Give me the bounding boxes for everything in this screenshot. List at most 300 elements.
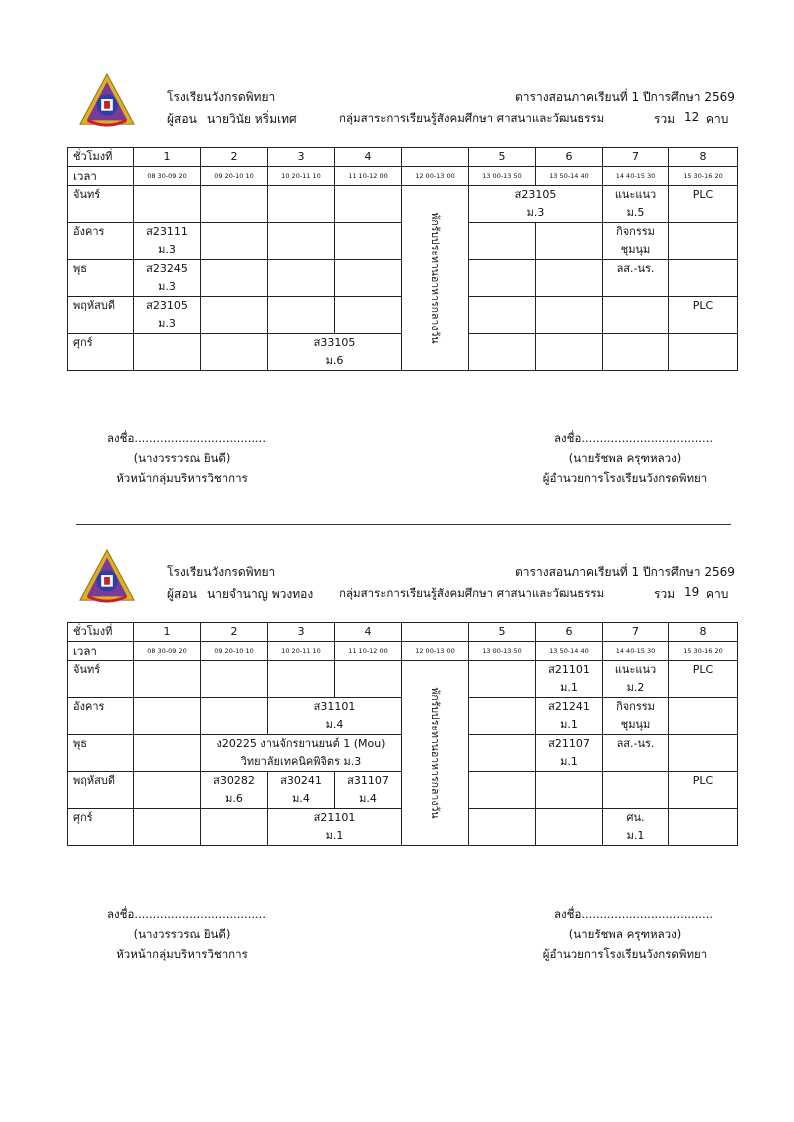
- schedule-cell: [268, 260, 335, 297]
- class-code: [335, 186, 401, 204]
- schedule-cell: [669, 735, 738, 772]
- schedule-cell: [603, 772, 669, 809]
- schedule-cell: [134, 186, 201, 223]
- class-level: ม.4: [359, 792, 377, 805]
- class-level: [134, 679, 200, 697]
- schedule-cell: [469, 334, 536, 371]
- schedule-cell: [134, 772, 201, 809]
- class-code: ส33105: [313, 336, 356, 349]
- class-code: [603, 297, 668, 315]
- period-number: 3: [268, 623, 335, 642]
- class-level: [669, 716, 737, 734]
- period-number: 2: [201, 623, 268, 642]
- class-level: [268, 278, 334, 296]
- period-number: 3: [268, 148, 335, 167]
- class-code: [536, 223, 602, 241]
- class-level: [669, 204, 737, 222]
- class-level: ม.3: [158, 280, 176, 293]
- class-code: [669, 809, 737, 827]
- teacher-label: ผู้สอน: [167, 112, 197, 126]
- schedule-cell: [134, 698, 201, 735]
- class-code: [669, 698, 737, 716]
- period-time: 13 50-14 40: [536, 642, 603, 661]
- schedule-cell: [536, 223, 603, 260]
- class-level: [268, 241, 334, 259]
- class-level: [201, 679, 267, 697]
- class-level: [669, 315, 737, 333]
- class-level: [536, 241, 602, 259]
- class-code: [335, 297, 401, 315]
- schedule-cell: [268, 661, 335, 698]
- class-level: ม.1: [560, 681, 578, 694]
- class-code: [469, 334, 535, 352]
- class-code: PLC: [692, 188, 714, 201]
- signature-left: [107, 428, 266, 488]
- signature-line: ลงชื่อ....................................: [554, 907, 713, 921]
- class-level: ม.3: [158, 317, 176, 330]
- class-code: [469, 260, 535, 278]
- period-time: 14 40-15 30: [603, 167, 669, 186]
- class-level: [335, 278, 401, 296]
- class-level: [536, 278, 602, 296]
- teacher-name: นายจำนาญ พวงทอง: [207, 587, 314, 601]
- class-code: ส23105: [514, 188, 557, 201]
- school-logo-icon: [78, 72, 136, 130]
- class-code: ส23105: [146, 299, 188, 312]
- class-code: แนะแนว: [614, 188, 657, 201]
- class-code: [268, 260, 334, 278]
- class-code: ส21107: [548, 737, 590, 750]
- schedule-cell: [603, 334, 669, 371]
- section-divider: [76, 524, 731, 525]
- class-level: [335, 241, 401, 259]
- class-level: [469, 278, 535, 296]
- schedule-cell: [469, 809, 536, 846]
- class-code: [268, 297, 334, 315]
- class-level: ม.6: [225, 792, 243, 805]
- schedule-cell: [134, 334, 201, 371]
- period-number: 1: [134, 148, 201, 167]
- hours-label: ชั่วโมงที่: [68, 148, 134, 167]
- school-name: โรงเรียนวังกรดพิทยา: [167, 565, 276, 579]
- class-level: [669, 352, 737, 370]
- period-time: 08 30-09 20: [134, 642, 201, 661]
- schedule-cell: [669, 260, 738, 297]
- day-row: [68, 661, 738, 698]
- period-number-row: [68, 148, 738, 167]
- schedule-cell: [268, 223, 335, 260]
- class-code: [669, 334, 737, 352]
- schedule-cell-merged: [268, 334, 402, 371]
- period-number: 7: [603, 623, 669, 642]
- period-number: 5: [469, 623, 536, 642]
- schedule-cell: [469, 223, 536, 260]
- signer-position: หัวหน้ากลุ่มบริหารวิชาการ: [116, 947, 248, 961]
- class-level: ม.4: [292, 792, 310, 805]
- class-code: PLC: [692, 663, 714, 676]
- day-name: พฤหัสบดี: [68, 772, 134, 809]
- schedule-cell: [201, 698, 268, 735]
- schedule-cell: [603, 223, 669, 260]
- class-code: ส21241: [548, 700, 590, 713]
- schedule-cell: [201, 334, 268, 371]
- class-level: [669, 790, 737, 808]
- class-level: [201, 241, 267, 259]
- class-code: [536, 334, 602, 352]
- schedule-cell: [669, 772, 738, 809]
- period-number: 2: [201, 148, 268, 167]
- schedule-cell: [603, 297, 669, 334]
- class-code: [268, 661, 334, 679]
- class-level: [201, 204, 267, 222]
- schedule-cell: [669, 223, 738, 260]
- class-code: [536, 260, 602, 278]
- class-code: กิจกรรม: [616, 700, 655, 713]
- time-label: เวลา: [68, 167, 134, 186]
- schedule-cell: [134, 260, 201, 297]
- schedule-cell: [268, 297, 335, 334]
- schedule-cell: [469, 297, 536, 334]
- day-name: ศุกร์: [68, 809, 134, 846]
- period-time: 08 30-09 20: [134, 167, 201, 186]
- schedule-cell: [669, 297, 738, 334]
- schedule-cell: [603, 186, 669, 223]
- schedule-cell: [469, 698, 536, 735]
- period-time: 12 00-13 00: [402, 642, 469, 661]
- class-code: [201, 186, 267, 204]
- class-code: [268, 186, 334, 204]
- schedule-cell: [134, 809, 201, 846]
- class-level: [268, 315, 334, 333]
- period-number: 8: [669, 623, 738, 642]
- schedule-cell: [201, 186, 268, 223]
- class-code: ง20225 งานจักรยานยนต์ 1 (Mou): [216, 737, 386, 750]
- class-code: [536, 809, 602, 827]
- schedule-cell: [469, 735, 536, 772]
- class-code: [669, 735, 737, 753]
- class-code: PLC: [692, 299, 714, 312]
- subject-group: กลุ่มสาระการเรียนรู้สังคมศึกษา ศาสนาและวัฒนธรรม: [339, 111, 605, 125]
- period-time: 09 20-10 10: [201, 642, 268, 661]
- class-level: [201, 278, 267, 296]
- period-time: 10 20-11 10: [268, 167, 335, 186]
- period-time: 12 00-13 00: [402, 167, 469, 186]
- class-code: [335, 223, 401, 241]
- class-code: ศน.: [626, 811, 645, 824]
- period-time: 11 10-12 00: [335, 167, 402, 186]
- period-time: 14 40-15 30: [603, 642, 669, 661]
- class-code: ส21101: [548, 663, 590, 676]
- class-level: [669, 679, 737, 697]
- class-code: [603, 772, 668, 790]
- schedule-cell: [201, 297, 268, 334]
- schedule-cell: [335, 297, 402, 334]
- schedule-cell: [335, 223, 402, 260]
- class-code: [469, 772, 535, 790]
- period-time: 11 10-12 00: [335, 642, 402, 661]
- class-code: [469, 661, 535, 679]
- class-level: [201, 315, 267, 333]
- class-level: [469, 679, 535, 697]
- schedule-cell: [335, 661, 402, 698]
- schedule-cell-merged: [201, 735, 402, 772]
- class-level: ม.5: [626, 206, 645, 219]
- signature-right: [540, 904, 713, 964]
- class-code: ส31101: [313, 700, 356, 713]
- class-level: [669, 827, 737, 845]
- class-level: ชุมนุม: [620, 243, 651, 256]
- class-level: ม.4: [325, 718, 344, 731]
- class-level: [469, 790, 535, 808]
- schedule-cell: [201, 809, 268, 846]
- class-level: ชุมนุม: [620, 718, 651, 731]
- class-code: ส21101: [313, 811, 356, 824]
- day-name: จันทร์: [68, 186, 134, 223]
- day-name: อังคาร: [68, 698, 134, 735]
- class-level: ม.1: [560, 718, 578, 731]
- period-time: 13 00-13 50: [469, 642, 536, 661]
- period-number: 8: [669, 148, 738, 167]
- schedule-cell: [536, 735, 603, 772]
- day-row: [68, 186, 738, 223]
- class-level: [469, 241, 535, 259]
- schedule-cell: [536, 260, 603, 297]
- day-name: พุธ: [68, 260, 134, 297]
- day-name: จันทร์: [68, 661, 134, 698]
- schedule-cell: [536, 772, 603, 809]
- schedule-cell: [669, 661, 738, 698]
- period-number-row: [68, 623, 738, 642]
- schedule-cell: [268, 186, 335, 223]
- class-level: [469, 827, 535, 845]
- class-code: [469, 735, 535, 753]
- class-code: [134, 661, 200, 679]
- schedule-cell: [134, 661, 201, 698]
- class-code: ลส.-นร.: [616, 262, 655, 275]
- schedule-cell: [469, 186, 603, 223]
- period-number: 1: [134, 623, 201, 642]
- class-code: [335, 260, 401, 278]
- total-unit: คาบ: [706, 587, 729, 601]
- schedule-cell: [669, 809, 738, 846]
- class-code: [603, 334, 668, 352]
- class-code: [201, 661, 267, 679]
- schedule-cell: [669, 186, 738, 223]
- period-number: [402, 148, 469, 167]
- day-name: อังคาร: [68, 223, 134, 260]
- schedule-cell: [603, 809, 669, 846]
- signer-position: ผู้อำนวยการโรงเรียนวังกรดพิทยา: [542, 947, 708, 961]
- class-level: [536, 352, 602, 370]
- class-code: [469, 297, 535, 315]
- day-name: พฤหัสบดี: [68, 297, 134, 334]
- period-time: 13 00-13 50: [469, 167, 536, 186]
- class-level: [603, 790, 668, 808]
- class-level: ม.1: [626, 829, 645, 842]
- schedule-cell: [469, 661, 536, 698]
- lunch-break-label: พักรับประทานอาหารกลางวัน: [429, 687, 441, 819]
- schedule-cell: [201, 772, 268, 809]
- schedule-cell: [335, 186, 402, 223]
- schedule-cell: [335, 772, 402, 809]
- class-code: ส31107: [347, 774, 389, 787]
- class-level: [268, 204, 334, 222]
- schedule-cell: [536, 334, 603, 371]
- period-time: 10 20-11 10: [268, 642, 335, 661]
- class-level: [536, 315, 602, 333]
- class-code: PLC: [692, 774, 714, 787]
- schedule-cell: [669, 698, 738, 735]
- schedule-table: [67, 622, 738, 846]
- class-level: [536, 827, 602, 845]
- schedule-cell: [134, 735, 201, 772]
- class-code: [201, 297, 267, 315]
- period-number: 6: [536, 148, 603, 167]
- teacher-label: ผู้สอน: [167, 587, 197, 601]
- class-level: [469, 753, 535, 771]
- period-time: 13 50-14 40: [536, 167, 603, 186]
- class-level: [536, 790, 602, 808]
- period-number: 6: [536, 623, 603, 642]
- schedule-cell: [536, 661, 603, 698]
- class-level: [603, 753, 668, 771]
- period-number: 7: [603, 148, 669, 167]
- schedule-cell: [469, 260, 536, 297]
- class-code: [201, 260, 267, 278]
- schedule-cell: [134, 297, 201, 334]
- subject-group: กลุ่มสาระการเรียนรู้สังคมศึกษา ศาสนาและวัฒนธรรม: [339, 586, 605, 600]
- class-code: ลส.-นร.: [616, 737, 655, 750]
- total-unit: คาบ: [706, 112, 729, 126]
- schedule-cell-merged: [268, 809, 402, 846]
- class-level: [669, 753, 737, 771]
- class-code: [669, 223, 737, 241]
- period-number: 4: [335, 148, 402, 167]
- class-code: [536, 772, 602, 790]
- lunch-break-cell: [402, 661, 469, 846]
- school-name: โรงเรียนวังกรดพิทยา: [167, 90, 276, 104]
- schedule-cell-merged: [268, 698, 402, 735]
- class-level: ม.3: [526, 206, 545, 219]
- schedule-cell: [134, 223, 201, 260]
- schedule-cell: [669, 334, 738, 371]
- schedule-cell: [201, 661, 268, 698]
- class-level: [603, 278, 668, 296]
- class-code: ส23111: [146, 225, 188, 238]
- class-level: [469, 315, 535, 333]
- time-row: [68, 642, 738, 661]
- class-code: ส23245: [146, 262, 188, 275]
- class-level: [469, 352, 535, 370]
- class-level: [134, 790, 200, 808]
- schedule-title: ตารางสอนภาคเรียนที่ 1 ปีการศึกษา 2569: [515, 565, 735, 579]
- class-code: [268, 223, 334, 241]
- schedule-cell: [603, 735, 669, 772]
- signer-name: (นายรัชพล ครุฑหลวง): [568, 451, 682, 465]
- hours-label: ชั่วโมงที่: [68, 623, 134, 642]
- class-level: [669, 241, 737, 259]
- signer-position: หัวหน้ากลุ่มบริหารวิชาการ: [116, 471, 248, 485]
- total-value: 19: [684, 585, 700, 599]
- signer-name: (นายรัชพล ครุฑหลวง): [568, 927, 682, 941]
- period-time: 15 30-16 20: [669, 167, 738, 186]
- school-logo-icon: [78, 548, 136, 606]
- class-level: [669, 278, 737, 296]
- class-code: [469, 809, 535, 827]
- schedule-cell: [603, 661, 669, 698]
- day-name: ศุกร์: [68, 334, 134, 371]
- class-level: [603, 315, 668, 333]
- class-level: [268, 679, 334, 697]
- schedule-cell: [201, 260, 268, 297]
- schedule-cell: [469, 772, 536, 809]
- class-code: กิจกรรม: [616, 225, 655, 238]
- class-code: [469, 223, 535, 241]
- class-code: [536, 297, 602, 315]
- signature-line: ลงชื่อ....................................: [107, 907, 266, 921]
- signature-left: [107, 904, 266, 964]
- time-row: [68, 167, 738, 186]
- day-name: พุธ: [68, 735, 134, 772]
- lunch-break-cell: [402, 186, 469, 371]
- schedule-title: ตารางสอนภาคเรียนที่ 1 ปีการศึกษา 2569: [515, 90, 735, 104]
- period-time: 15 30-16 20: [669, 642, 738, 661]
- period-number: 5: [469, 148, 536, 167]
- class-code: [335, 661, 401, 679]
- class-code: [134, 772, 200, 790]
- schedule-cell: [536, 297, 603, 334]
- schedule-cell: [268, 772, 335, 809]
- class-level: [335, 204, 401, 222]
- class-level: ม.3: [158, 243, 176, 256]
- signature-line: ลงชื่อ....................................: [107, 431, 266, 445]
- class-level: [134, 204, 200, 222]
- schedule-table: [67, 147, 738, 371]
- class-code: [134, 186, 200, 204]
- class-code: ส30241: [280, 774, 322, 787]
- teacher-name: นายวินัย หริ่มเทศ: [207, 112, 297, 126]
- class-level: วิทยาลัยเทคนิคพิจิตร ม.3: [240, 755, 362, 768]
- total-label: รวม: [654, 587, 676, 601]
- period-number: 4: [335, 623, 402, 642]
- class-level: [603, 352, 668, 370]
- schedule-cell: [201, 223, 268, 260]
- total-label: รวม: [654, 112, 676, 126]
- class-code: [201, 223, 267, 241]
- schedule-cell: [603, 698, 669, 735]
- signer-name: (นางวรรวรณ ยินดี): [133, 927, 231, 941]
- class-level: [469, 716, 535, 734]
- schedule-cell: [536, 698, 603, 735]
- class-code: แนะแนว: [614, 663, 657, 676]
- class-level: ม.1: [325, 829, 344, 842]
- class-code: ส30282: [213, 774, 255, 787]
- class-code: [669, 260, 737, 278]
- signer-position: ผู้อำนวยการโรงเรียนวังกรดพิทยา: [542, 471, 708, 485]
- lunch-break-label: พักรับประทานอาหารกลางวัน: [429, 212, 441, 344]
- total-value: 12: [684, 110, 700, 124]
- class-level: [335, 315, 401, 333]
- class-level: ม.2: [626, 681, 645, 694]
- signature-right: [540, 428, 713, 488]
- class-code: [469, 698, 535, 716]
- signature-line: ลงชื่อ....................................: [554, 431, 713, 445]
- period-time: 09 20-10 10: [201, 167, 268, 186]
- schedule-cell: [536, 809, 603, 846]
- period-number: [402, 623, 469, 642]
- time-label: เวลา: [68, 642, 134, 661]
- schedule-cell: [603, 260, 669, 297]
